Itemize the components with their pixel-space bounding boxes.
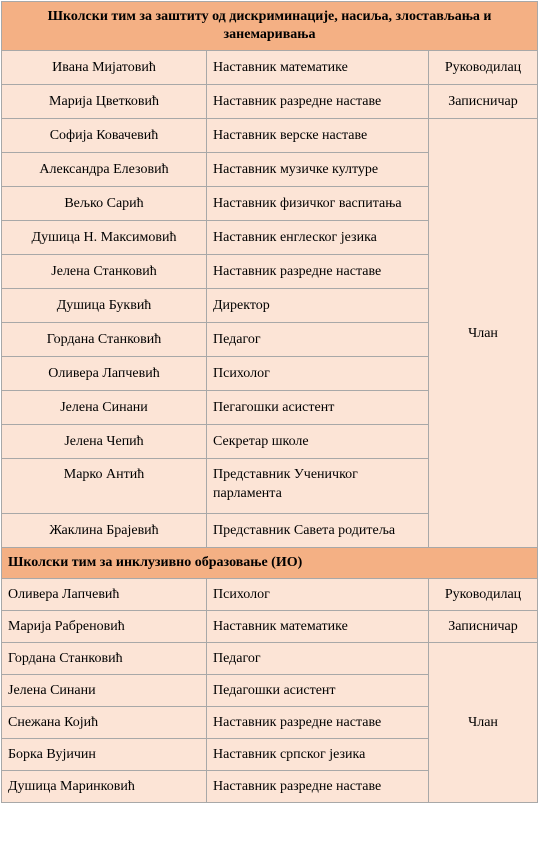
table-row [2,85,538,119]
member-title: Пегагошки асистент [207,391,429,425]
member-title: Наставник математике [207,611,429,643]
section2-heading: Школски тим за инклузивно образовање (ИО) [2,548,538,579]
member-name: Душица Буквић [2,289,207,323]
member-name: Душица Маринковић [2,771,207,803]
member-title: Наставник српског језика [207,739,429,771]
member-title: Наставник физичког васпитања [207,187,429,221]
member-title: Наставник музичке културе [207,153,429,187]
member-title: Психолог [207,579,429,611]
member-name: Ивана Мијатовић [2,51,207,85]
member-title: Педагог [207,323,429,357]
member-title: Представник Савета родитеља [207,514,429,548]
member-role: Записничар [429,85,538,119]
section1-header-row [2,2,538,51]
member-title: Представник Ученичког парламента [207,459,429,514]
member-role: Записничар [429,611,538,643]
section1-heading: Школски тим за заштиту од дискриминације, насиља, злостављања и занемаривања [2,2,538,51]
member-title: Педагог [207,643,429,675]
member-name: Софија Ковачевић [2,119,207,153]
member-name: Борка Вујичин [2,739,207,771]
table-row [2,51,538,85]
member-title: Наставник разредне наставе [207,85,429,119]
member-title: Секретар школе [207,425,429,459]
member-name: Јелена Синани [2,391,207,425]
teams-table-body [2,2,538,803]
member-name: Марија Рабреновић [2,611,207,643]
member-name: Снежана Којић [2,707,207,739]
member-name: Вељко Сарић [2,187,207,221]
member-title: Наставник разредне наставе [207,255,429,289]
member-role-merged: Члан [429,119,538,548]
member-name: Гордана Станковић [2,323,207,357]
member-title: Наставник разредне наставе [207,771,429,803]
member-title: Наставник разредне наставе [207,707,429,739]
table-row [2,611,538,643]
member-name: Јелена Станковић [2,255,207,289]
teams-table [1,1,538,803]
member-title: Директор [207,289,429,323]
member-title: Педагошки асистент [207,675,429,707]
table-row [2,643,538,675]
member-title: Наставник енглеског језика [207,221,429,255]
member-title: Наставник верске наставе [207,119,429,153]
member-name: Оливера Лапчевић [2,579,207,611]
section2-header-row [2,548,538,579]
member-role-merged: Члан [429,643,538,803]
member-name: Гордана Станковић [2,643,207,675]
member-name: Марија Цветковић [2,85,207,119]
member-name: Жаклина Брајевић [2,514,207,548]
member-name: Јелена Синани [2,675,207,707]
member-role: Руководилац [429,579,538,611]
member-name: Марко Антић [2,459,207,514]
member-role: Руководилац [429,51,538,85]
member-name: Душица Н. Максимовић [2,221,207,255]
table-row [2,119,538,153]
member-name: Јелена Чепић [2,425,207,459]
member-title: Психолог [207,357,429,391]
table-row [2,579,538,611]
member-name: Александра Елезовић [2,153,207,187]
member-title: Наставник математике [207,51,429,85]
member-name: Оливера Лапчевић [2,357,207,391]
